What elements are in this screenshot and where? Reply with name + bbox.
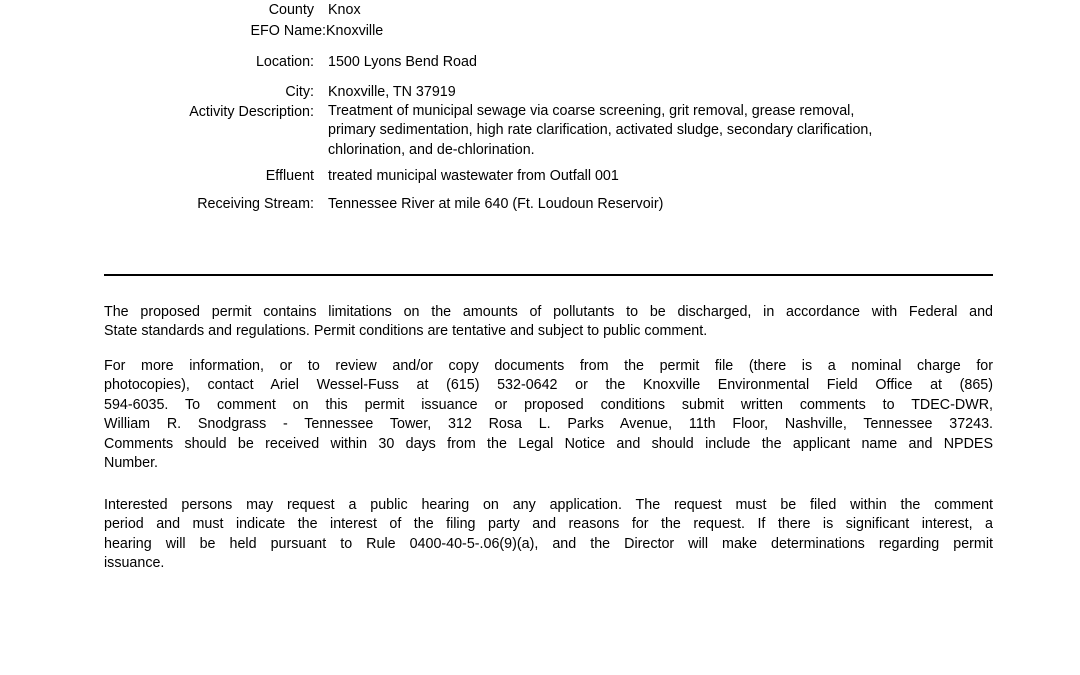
limitations-paragraph bbox=[104, 303, 993, 342]
activity-line: primary sedimentation, high rate clarification, activated sludge, secondary clarification, bbox=[328, 122, 873, 139]
paragraph-line: State standards and regulations. Permit conditions are tentative and subject to public comment. bbox=[104, 323, 708, 340]
activity-line: chlorination, and de-chlorination. bbox=[328, 141, 535, 158]
county-row bbox=[0, 0, 1080, 20]
activity-description-label: Activity Description: bbox=[189, 104, 314, 120]
efo-name-row bbox=[0, 21, 1080, 41]
activity-line: Treatment of municipal sewage via coarse screening, grit removal, grease removal, bbox=[328, 103, 855, 119]
paragraph-line: hearing will be held pursuant to Rule 0400-40-5-.06(9)(a), and the Director will make determinations regarding permit bbox=[104, 535, 993, 552]
efo-name-value: Knoxville bbox=[326, 23, 384, 39]
location-row bbox=[0, 52, 1080, 72]
effluent-value: treated municipal wastewater from Outfall 001 bbox=[328, 168, 619, 184]
paragraph-line: The proposed permit contains limitations on the amounts of pollutants to be discharged, in accordance with Federal and bbox=[104, 304, 993, 320]
activity-description-value bbox=[328, 102, 988, 160]
county-label: County bbox=[268, 2, 314, 18]
location-value: 1500 Lyons Bend Road bbox=[328, 54, 477, 70]
receiving-stream-label: Receiving Stream: bbox=[197, 196, 314, 212]
paragraph-line: For more information, or to review and/or copy documents from the permit file (there is a nominal charge for bbox=[104, 358, 993, 374]
paragraph-line: Comments should be received within 30 days from the Legal Notice and should include the applicant name and NPDES bbox=[104, 435, 993, 452]
receiving-stream-value: Tennessee River at mile 640 (Ft. Loudoun Reservoir) bbox=[328, 196, 664, 212]
county-value: Knox bbox=[328, 2, 361, 18]
efo-name-label: EFO Name: bbox=[250, 23, 326, 39]
paragraph-line: Interested persons may request a public hearing on any application. The request must be filed within the comment bbox=[104, 497, 993, 513]
paragraph-line: issuance. bbox=[104, 555, 165, 572]
city-label: City: bbox=[285, 84, 314, 100]
public-hearing-paragraph bbox=[104, 496, 993, 574]
paragraph-line: 594-6035. To comment on this permit issuance or proposed conditions submit written comments to TDEC-DWR, bbox=[104, 396, 993, 413]
effluent-row bbox=[0, 166, 1080, 186]
location-label: Location: bbox=[255, 54, 314, 70]
paragraph-line: photocopies), contact Ariel Wessel-Fuss at (615) 532-0642 or the Knoxville Environmental Field Office at (865) bbox=[104, 377, 993, 394]
effluent-label: Effluent bbox=[265, 168, 314, 184]
section-divider bbox=[104, 274, 993, 276]
more-information-paragraph bbox=[104, 357, 993, 473]
paragraph-line: Number. bbox=[104, 455, 159, 472]
city-value: Knoxville, TN 37919 bbox=[328, 84, 456, 100]
paragraph-line: William R. Snodgrass - Tennessee Tower, 312 Rosa L. Parks Avenue, 11th Floor, Nashville, Tennessee 37243. bbox=[104, 416, 993, 433]
receiving-stream-row bbox=[0, 194, 1080, 214]
city-row bbox=[0, 82, 1080, 102]
paragraph-line: period and must indicate the interest of the filing party and reasons for the request. If there is significant interest, a bbox=[104, 516, 993, 533]
activity-description-row bbox=[0, 102, 1080, 162]
